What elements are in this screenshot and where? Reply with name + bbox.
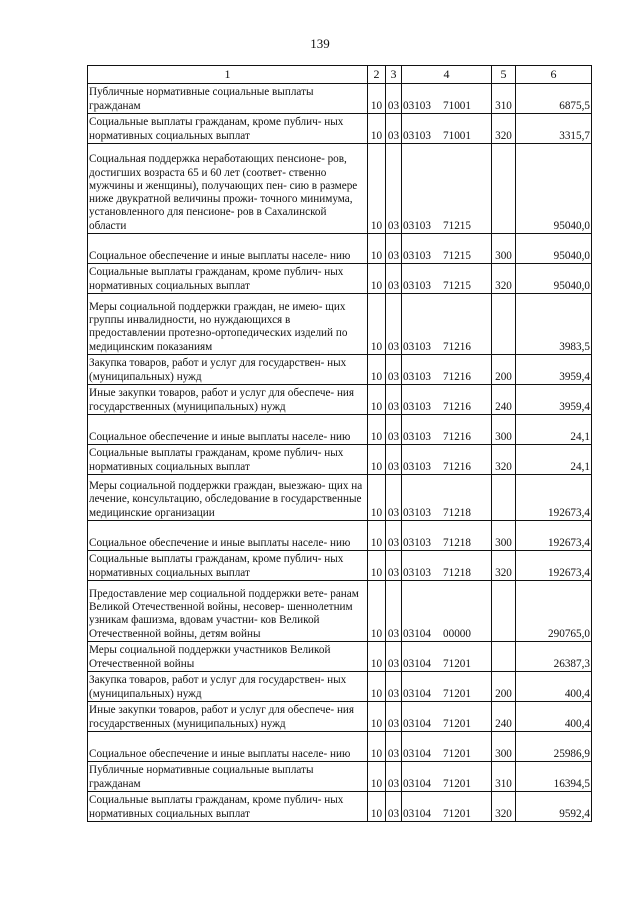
row-section: 10: [368, 521, 386, 551]
row-section: 10: [368, 762, 386, 792]
header-col-1: 1: [88, 66, 368, 84]
target-program-code: 03103: [403, 460, 431, 473]
row-expense-type: 320: [492, 264, 516, 294]
target-direction-code: 71216: [443, 460, 471, 473]
row-subsection: 03: [386, 732, 402, 762]
target-program-code: 03104: [403, 747, 431, 760]
row-expense-type: 310: [492, 762, 516, 792]
target-direction-code: 71201: [443, 777, 471, 790]
row-section: 10: [368, 732, 386, 762]
row-name: Социальные выплаты гражданам, кроме публич- ных нормативных социальных выплат: [88, 551, 368, 581]
target-program-code: 03103: [403, 430, 431, 443]
row-name: Социальная поддержка неработающих пенсионе- ров, достигших возраста 65 и 60 лет (соответ- ственно мужчины и женщины), получающих пен- сию в размере ниже двукратной величины прожи- точного минимума, установленного для пенсионе- ров в Сахалинской области: [88, 144, 368, 234]
row-section: 10: [368, 84, 386, 114]
row-subsection: 03: [386, 415, 402, 445]
table-row: [88, 294, 592, 355]
header-col-2: 2: [368, 66, 386, 84]
row-amount: 192673,4: [516, 551, 592, 581]
row-name: Закупка товаров, работ и услуг для государствен- ных (муниципальных) нужд: [88, 672, 368, 702]
target-direction-code: 71201: [443, 657, 471, 670]
row-amount: 400,4: [516, 702, 592, 732]
row-target-article: [402, 581, 492, 642]
target-direction-code: 71215: [443, 279, 471, 292]
target-program-code: 03103: [403, 506, 431, 519]
row-amount: 95040,0: [516, 234, 592, 264]
table-row: [88, 445, 592, 475]
row-subsection: 03: [386, 355, 402, 385]
row-name: Публичные нормативные социальные выплаты гражданам: [88, 762, 368, 792]
table-row: [88, 415, 592, 445]
row-amount: 25986,9: [516, 732, 592, 762]
target-program-code: 03104: [403, 627, 431, 640]
row-section: 10: [368, 415, 386, 445]
row-expense-type: 320: [492, 114, 516, 144]
row-amount: 400,4: [516, 672, 592, 702]
row-target-article: [402, 415, 492, 445]
row-expense-type: [492, 581, 516, 642]
table-row: [88, 385, 592, 415]
row-name: Социальные выплаты гражданам, кроме публич- ных нормативных социальных выплат: [88, 114, 368, 144]
row-expense-type: [492, 144, 516, 234]
row-target-article: [402, 84, 492, 114]
row-subsection: 03: [386, 792, 402, 822]
row-section: 10: [368, 144, 386, 234]
row-subsection: 03: [386, 114, 402, 144]
row-expense-type: 300: [492, 234, 516, 264]
row-name: Социальные выплаты гражданам, кроме публич- ных нормативных социальных выплат: [88, 445, 368, 475]
row-target-article: [402, 144, 492, 234]
target-direction-code: 71216: [443, 340, 471, 353]
row-target-article: [402, 521, 492, 551]
row-amount: 95040,0: [516, 264, 592, 294]
row-subsection: 03: [386, 475, 402, 521]
table-row: [88, 551, 592, 581]
row-expense-type: [492, 294, 516, 355]
target-program-code: 03103: [403, 129, 431, 142]
row-section: 10: [368, 385, 386, 415]
row-subsection: 03: [386, 702, 402, 732]
target-program-code: 03103: [403, 566, 431, 579]
row-subsection: 03: [386, 84, 402, 114]
page-number: 139: [310, 36, 330, 51]
target-direction-code: 71215: [443, 249, 471, 262]
row-expense-type: 200: [492, 672, 516, 702]
row-subsection: 03: [386, 264, 402, 294]
target-program-code: 03103: [403, 370, 431, 383]
target-program-code: 03104: [403, 777, 431, 790]
row-subsection: 03: [386, 445, 402, 475]
table-row: [88, 114, 592, 144]
table-row: [88, 732, 592, 762]
row-target-article: [402, 551, 492, 581]
table-row: [88, 475, 592, 521]
row-amount: 9592,4: [516, 792, 592, 822]
row-subsection: 03: [386, 294, 402, 355]
target-program-code: 03104: [403, 807, 431, 820]
row-name: Социальное обеспечение и иные выплаты населе- нию: [88, 234, 368, 264]
target-program-code: 03103: [403, 340, 431, 353]
target-direction-code: 71201: [443, 747, 471, 760]
row-name: Иные закупки товаров, работ и услуг для обеспече- ния государственных (муниципальных) нужд: [88, 385, 368, 415]
row-subsection: 03: [386, 234, 402, 264]
row-target-article: [402, 642, 492, 672]
table-row: [88, 264, 592, 294]
row-name: Иные закупки товаров, работ и услуг для обеспече- ния государственных (муниципальных) нужд: [88, 702, 368, 732]
row-expense-type: [492, 475, 516, 521]
target-direction-code: 71001: [443, 129, 471, 142]
row-name: Социальное обеспечение и иные выплаты населе- нию: [88, 415, 368, 445]
row-target-article: [402, 294, 492, 355]
row-expense-type: 300: [492, 415, 516, 445]
row-target-article: [402, 762, 492, 792]
row-target-article: [402, 732, 492, 762]
row-amount: 3959,4: [516, 355, 592, 385]
row-expense-type: 310: [492, 84, 516, 114]
row-amount: 95040,0: [516, 144, 592, 234]
row-target-article: [402, 445, 492, 475]
row-expense-type: 240: [492, 385, 516, 415]
table-row: [88, 355, 592, 385]
target-program-code: 03103: [403, 536, 431, 549]
row-name: Закупка товаров, работ и услуг для государствен- ных (муниципальных) нужд: [88, 355, 368, 385]
row-subsection: 03: [386, 144, 402, 234]
row-name: Меры социальной поддержки граждан, выезжаю- щих на лечение, консультацию, обследование в государственные медицинские организации: [88, 475, 368, 521]
target-direction-code: 71216: [443, 400, 471, 413]
row-section: 10: [368, 702, 386, 732]
row-subsection: 03: [386, 551, 402, 581]
target-direction-code: 71001: [443, 99, 471, 112]
target-direction-code: 71216: [443, 370, 471, 383]
row-expense-type: 320: [492, 792, 516, 822]
target-direction-code: 71215: [443, 219, 471, 232]
row-expense-type: 320: [492, 445, 516, 475]
row-amount: 3983,5: [516, 294, 592, 355]
table-row: [88, 792, 592, 822]
row-amount: 3315,7: [516, 114, 592, 144]
row-target-article: [402, 672, 492, 702]
row-expense-type: 300: [492, 521, 516, 551]
header-row: [88, 66, 592, 84]
row-name: Предоставление мер социальной поддержки вете- ранам Великой Отечественной войны, несовер- шеннолетним узникам фашизма, вдовам участни- ков Великой Отечественной войны, детям войны: [88, 581, 368, 642]
row-amount: 3959,4: [516, 385, 592, 415]
target-direction-code: 71218: [443, 536, 471, 549]
row-amount: 192673,4: [516, 475, 592, 521]
row-amount: 290765,0: [516, 581, 592, 642]
row-name: Социальное обеспечение и иные выплаты населе- нию: [88, 521, 368, 551]
row-expense-type: 200: [492, 355, 516, 385]
table-row: [88, 702, 592, 732]
row-target-article: [402, 385, 492, 415]
row-name: Социальное обеспечение и иные выплаты населе- нию: [88, 732, 368, 762]
row-amount: 16394,5: [516, 762, 592, 792]
row-amount: 192673,4: [516, 521, 592, 551]
target-direction-code: 00000: [443, 627, 471, 640]
target-direction-code: 71218: [443, 566, 471, 579]
target-program-code: 03104: [403, 717, 431, 730]
row-section: 10: [368, 581, 386, 642]
target-program-code: 03103: [403, 400, 431, 413]
row-name: Меры социальной поддержки граждан, не имею- щих группы инвалидности, но нуждающихся в предоставлении протезно-ортопедических изделий по медицинским показаниям: [88, 294, 368, 355]
row-subsection: 03: [386, 521, 402, 551]
target-program-code: 03103: [403, 249, 431, 262]
row-target-article: [402, 114, 492, 144]
table-row: [88, 672, 592, 702]
row-section: 10: [368, 445, 386, 475]
target-program-code: 03104: [403, 657, 431, 670]
row-name: Социальные выплаты гражданам, кроме публич- ных нормативных социальных выплат: [88, 264, 368, 294]
row-subsection: 03: [386, 581, 402, 642]
row-amount: 24,1: [516, 445, 592, 475]
row-subsection: 03: [386, 385, 402, 415]
target-program-code: 03103: [403, 99, 431, 112]
row-section: 10: [368, 475, 386, 521]
row-name: Публичные нормативные социальные выплаты гражданам: [88, 84, 368, 114]
row-target-article: [402, 264, 492, 294]
target-direction-code: 71201: [443, 717, 471, 730]
row-section: 10: [368, 264, 386, 294]
table-row: [88, 581, 592, 642]
target-program-code: 03104: [403, 687, 431, 700]
row-amount: 6875,5: [516, 84, 592, 114]
row-target-article: [402, 792, 492, 822]
row-expense-type: 240: [492, 702, 516, 732]
row-expense-type: 300: [492, 732, 516, 762]
row-amount: 26387,3: [516, 642, 592, 672]
row-subsection: 03: [386, 672, 402, 702]
table-row: [88, 144, 592, 234]
row-section: 10: [368, 234, 386, 264]
header-col-3: 3: [386, 66, 402, 84]
target-direction-code: 71201: [443, 807, 471, 820]
row-subsection: 03: [386, 762, 402, 792]
table-row: [88, 84, 592, 114]
table-row: [88, 521, 592, 551]
row-name: Социальные выплаты гражданам, кроме публич- ных нормативных социальных выплат: [88, 792, 368, 822]
header-col-4: 4: [402, 66, 492, 84]
row-expense-type: [492, 642, 516, 672]
header-col-5: 5: [492, 66, 516, 84]
row-name: Меры социальной поддержки участников Великой Отечественной войны: [88, 642, 368, 672]
row-amount: 24,1: [516, 415, 592, 445]
target-direction-code: 71218: [443, 506, 471, 519]
row-target-article: [402, 702, 492, 732]
row-section: 10: [368, 355, 386, 385]
row-target-article: [402, 475, 492, 521]
row-section: 10: [368, 672, 386, 702]
row-target-article: [402, 234, 492, 264]
table-row: [88, 234, 592, 264]
row-section: 10: [368, 114, 386, 144]
table-row: [88, 762, 592, 792]
row-section: 10: [368, 792, 386, 822]
row-section: 10: [368, 551, 386, 581]
header-col-6: 6: [516, 66, 592, 84]
row-target-article: [402, 355, 492, 385]
budget-table: [87, 65, 592, 822]
row-expense-type: 320: [492, 551, 516, 581]
row-subsection: 03: [386, 642, 402, 672]
row-section: 10: [368, 642, 386, 672]
target-direction-code: 71216: [443, 430, 471, 443]
table-row: [88, 642, 592, 672]
target-program-code: 03103: [403, 219, 431, 232]
target-program-code: 03103: [403, 279, 431, 292]
table-body: [88, 84, 592, 822]
target-direction-code: 71201: [443, 687, 471, 700]
row-section: 10: [368, 294, 386, 355]
